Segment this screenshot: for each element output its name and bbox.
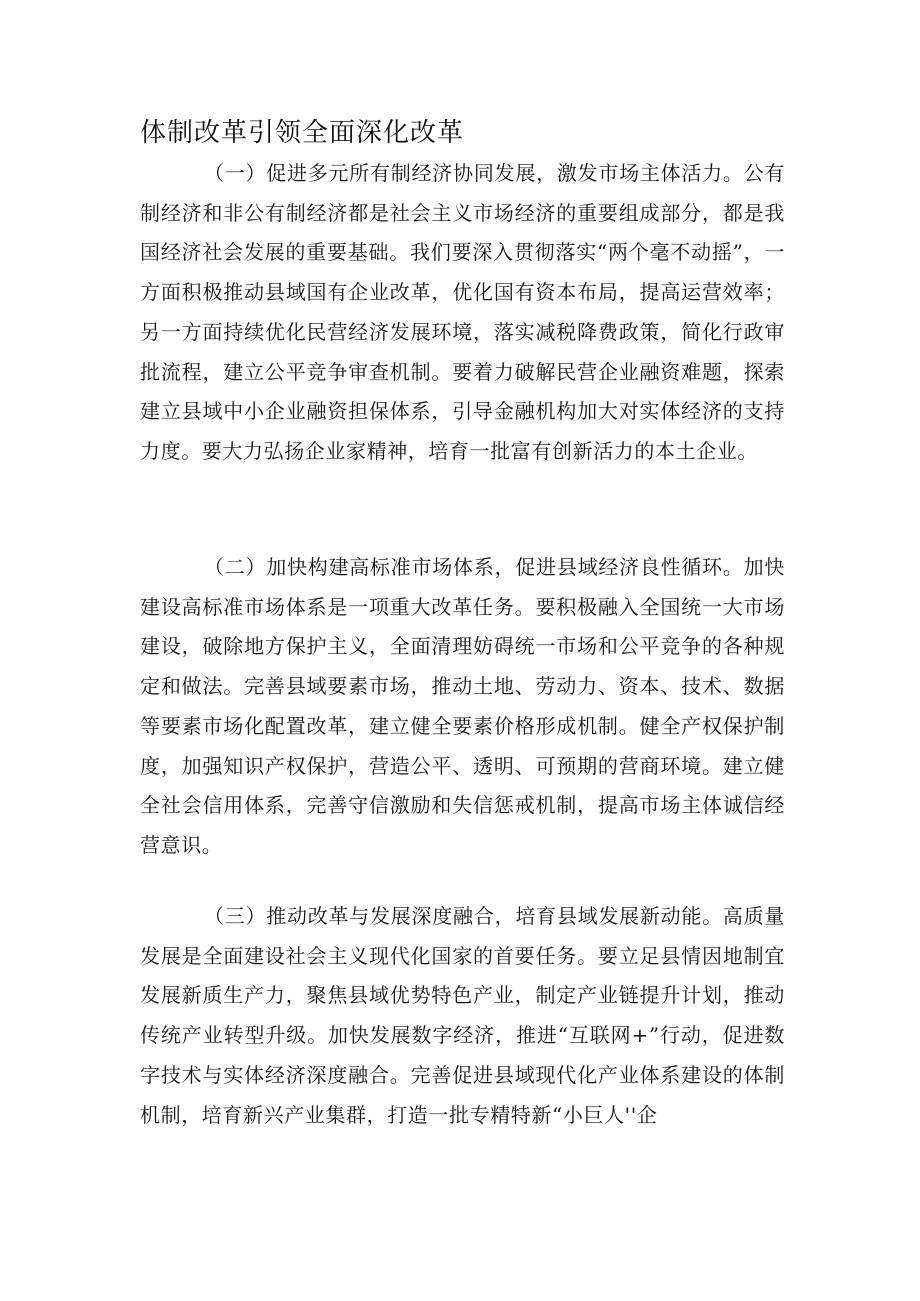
section-title: 体制改革引领全面深化改革 — [140, 118, 465, 148]
paragraph-3: （三）推动改革与发展深度融合，培育县域发展新动能。高质量发展是全面建设社会主义现代化国家的首要任务。要立足县情因地制宜发展新质生产力，聚焦县域优势特色产业，制定产业链提升计划，推动传统产业转型升级。加快发展数字经济，推进“互联网+”行动，促进数字技术与实体经济深度融合。完善促进县域现代化产业体系建设的体制机制，培育新兴产业集群，打造一批专精特新“小巨人''企 — [140, 904, 785, 1127]
paragraph-1: （一）促进多元所有制经济协同发展，激发市场主体活力。公有制经济和非公有制经济都是社会主义市场经济的重要组成部分，都是我国经济社会发展的重要基础。我们要深入贯彻落实“两个毫不动摇”，一方面积极推动县域国有企业改革，优化国有资本布局，提高运营效率；另一方面持续优化民营经济发展环境，落实减税降费政策，简化行政审批流程，建立公平竞争审查机制。要着力破解民营企业融资难题，探索建立县域中小企业融资担保体系，引导金融机构加大对实体经济的支持力度。要大力弘扬企业家精神，培育一批富有创新活力的本土企业。 — [140, 161, 785, 463]
paragraph-2: （二）加快构建高标准市场体系，促进县域经济良性循环。加快建设高标准市场体系是一项重大改革任务。要积极融入全国统一大市场建设，破除地方保护主义，全面清理妨碍统一市场和公平竞争的各种规定和做法。完善县域要素市场，推动土地、劳动力、资本、技术、数据等要素市场化配置改革，建立健全要素价格形成机制。健全产权保护制度，加强知识产权保护，营造公平、透明、可预期的营商环境。建立健全社会信用体系，完善守信激励和失信惩戒机制，提高市场主体诚信经营意识。 — [140, 555, 785, 857]
